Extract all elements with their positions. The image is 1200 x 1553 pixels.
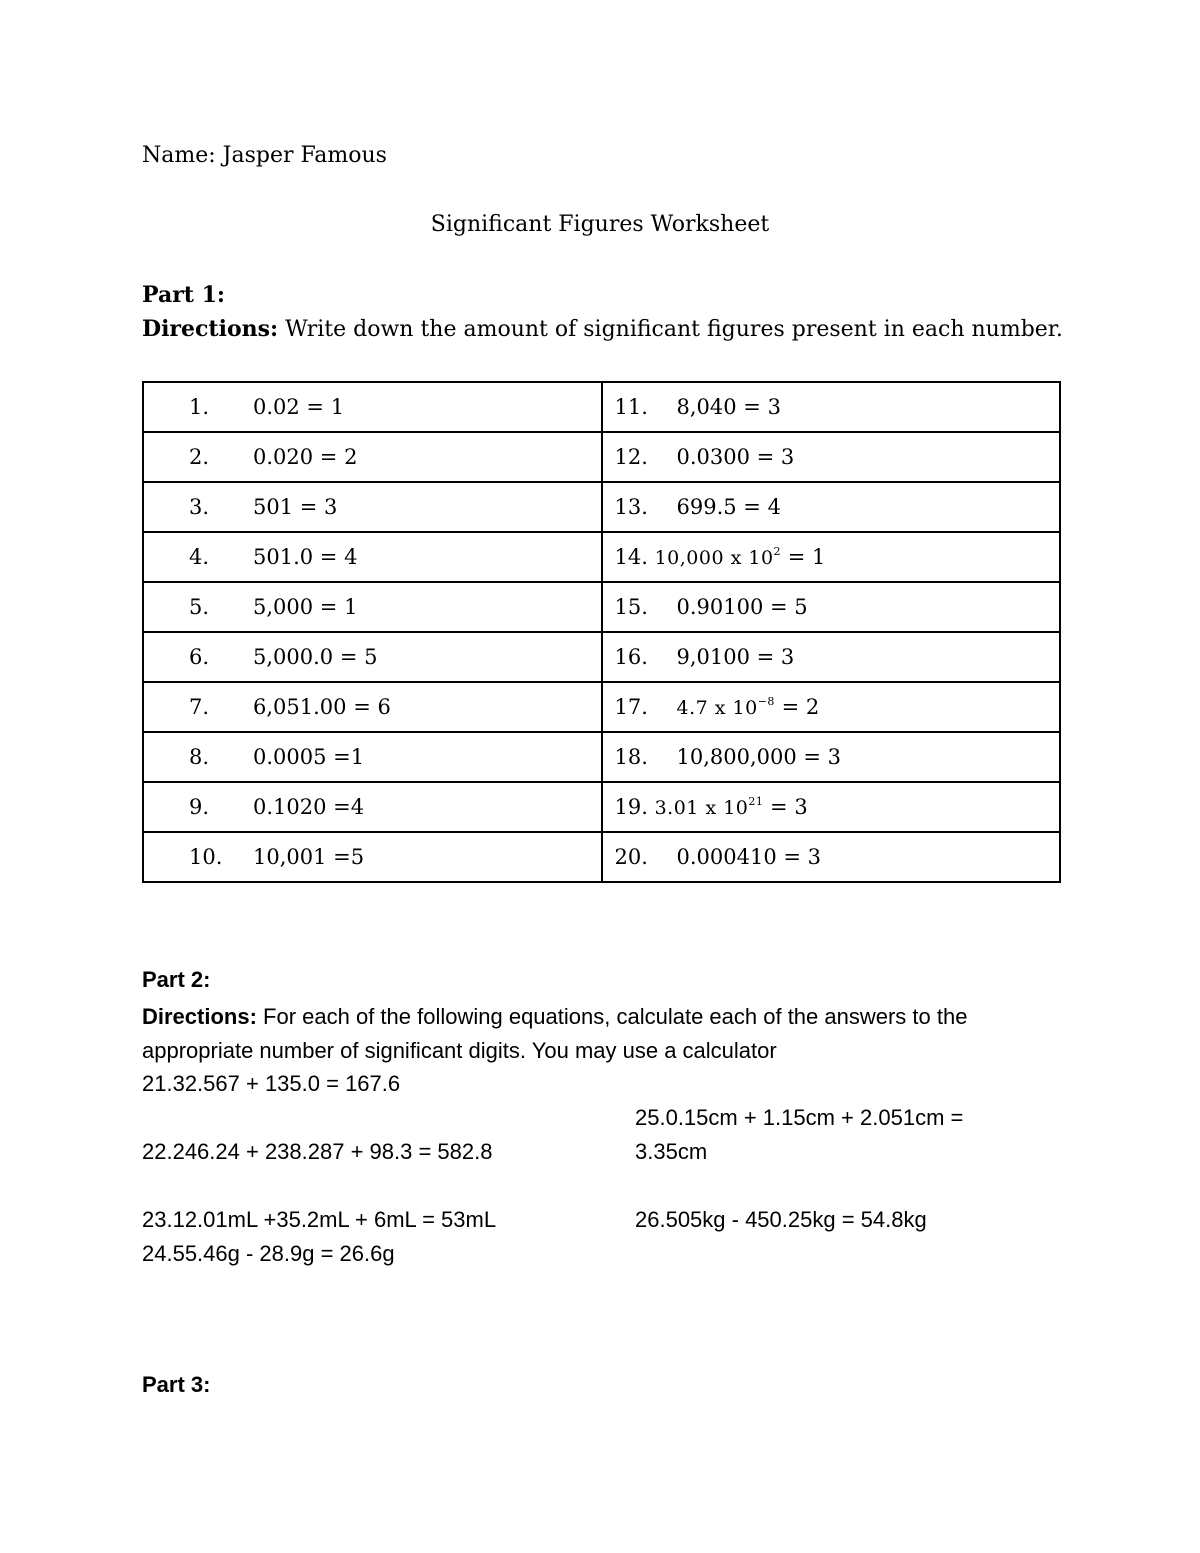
item-number: 1. — [189, 395, 210, 419]
item-number: 11. — [614, 395, 648, 419]
sci-exponent: 21 — [748, 794, 764, 808]
part1-directions-label: Directions: — [142, 316, 279, 342]
item-number: 8. — [189, 745, 210, 769]
item-number: 18. — [614, 745, 648, 769]
item-expression: 0.0005 =1 — [253, 745, 365, 769]
part2-directions-label: Directions: — [142, 1004, 257, 1029]
table-cell — [602, 732, 1061, 782]
item-number: 10. — [189, 845, 223, 869]
table-cell — [143, 382, 602, 432]
item-number: 5. — [189, 595, 210, 619]
item-number: 2. — [189, 445, 210, 469]
item-number: 4. — [189, 545, 210, 569]
equation-25-line1: 25.0.15cm + 1.15cm + 2.051cm = — [635, 1105, 964, 1130]
table-row — [143, 632, 1060, 682]
part1-heading: Part 1: — [142, 282, 226, 308]
equation-21: 21.32.567 + 135.0 = 167.6 — [142, 1071, 401, 1096]
table-cell — [143, 532, 602, 582]
item-number: 6. — [189, 645, 210, 669]
table-cell — [602, 382, 1061, 432]
item-expression: 0.0300 = 3 — [676, 445, 795, 469]
item-number: 14. — [614, 545, 648, 569]
table-row — [143, 682, 1060, 732]
sci-base: 4.7 x 10 — [676, 697, 758, 719]
sci-base: 3.01 x 10 — [654, 797, 749, 819]
item-number: 16. — [614, 645, 648, 669]
item-number: 12. — [614, 445, 648, 469]
sci-base: 10,000 x 10 — [654, 547, 774, 569]
table-row — [143, 382, 1060, 432]
table-cell — [602, 432, 1061, 482]
table-cell — [143, 632, 602, 682]
sci-expression — [676, 694, 775, 719]
part1-directions — [142, 316, 1063, 342]
table-cell — [602, 532, 1061, 582]
part2-directions — [142, 1000, 1072, 1068]
sci-result: = 3 — [763, 795, 808, 819]
item-expression: 10,001 =5 — [253, 845, 365, 869]
sig-fig-table — [142, 381, 1061, 883]
item-number: 17. — [614, 695, 648, 719]
item-expression: 5,000 = 1 — [253, 595, 358, 619]
table-cell — [143, 682, 602, 732]
item-number: 19. — [614, 795, 648, 819]
table-cell — [602, 832, 1061, 882]
table-cell — [143, 582, 602, 632]
table-row — [143, 782, 1060, 832]
item-expression: 0.90100 = 5 — [676, 595, 808, 619]
equation-26: 26.505kg - 450.25kg = 54.8kg — [635, 1207, 927, 1232]
sci-result: = 1 — [781, 545, 826, 569]
table-cell — [602, 632, 1061, 682]
part2-directions-text: For each of the following equations, calculate each of the answers to the appropriate number of significant digits. You may use a calculator — [142, 1004, 968, 1063]
table-cell — [602, 782, 1061, 832]
item-expression: 8,040 = 3 — [676, 395, 781, 419]
item-expression: 0.1020 =4 — [253, 795, 365, 819]
item-expression: 0.020 = 2 — [253, 445, 358, 469]
item-expression: 0.02 = 1 — [253, 395, 345, 419]
table-cell — [602, 582, 1061, 632]
item-number: 13. — [614, 495, 648, 519]
item-expression: 501.0 = 4 — [253, 545, 358, 569]
table-cell — [602, 682, 1061, 732]
sci-exponent: 2 — [773, 544, 782, 558]
part3-heading: Part 3: — [142, 1372, 211, 1397]
item-number: 20. — [614, 845, 648, 869]
item-number: 3. — [189, 495, 210, 519]
table-cell — [143, 432, 602, 482]
item-expression: 699.5 = 4 — [676, 495, 781, 519]
table-row — [143, 482, 1060, 532]
student-name: Name: Jasper Famous — [142, 143, 387, 168]
item-number: 7. — [189, 695, 210, 719]
table-row — [143, 832, 1060, 882]
item-number: 9. — [189, 795, 210, 819]
table-row — [143, 732, 1060, 782]
equation-25-line2: 3.35cm — [635, 1139, 708, 1164]
table-row — [143, 432, 1060, 482]
item-number: 15. — [614, 595, 648, 619]
item-expression: 501 = 3 — [253, 495, 338, 519]
table-row — [143, 532, 1060, 582]
equation-23: 23.12.01mL +35.2mL + 6mL = 53mL — [142, 1207, 497, 1232]
part2-heading: Part 2: — [142, 967, 211, 992]
item-expression: 0.000410 = 3 — [676, 845, 822, 869]
table-cell — [602, 482, 1061, 532]
table-cell — [143, 832, 602, 882]
table-row — [143, 582, 1060, 632]
table-cell — [143, 482, 602, 532]
equation-22: 22.246.24 + 238.287 + 98.3 = 582.8 — [142, 1139, 493, 1164]
worksheet-title: Significant Figures Worksheet — [430, 212, 770, 237]
item-expression: 6,051.00 = 6 — [253, 695, 391, 719]
sci-expression — [654, 544, 782, 569]
item-expression: 5,000.0 = 5 — [253, 645, 378, 669]
equation-24: 24.55.46g - 28.9g = 26.6g — [142, 1241, 395, 1266]
sci-result: = 2 — [774, 695, 820, 719]
sci-exponent: −8 — [757, 694, 775, 708]
item-expression: 10,800,000 = 3 — [676, 745, 842, 769]
sci-expression — [654, 794, 764, 819]
item-expression: 9,0100 = 3 — [676, 645, 795, 669]
part1-directions-text: Write down the amount of significant figures present in each number. — [278, 317, 1063, 342]
table-cell — [143, 782, 602, 832]
table-cell — [143, 732, 602, 782]
